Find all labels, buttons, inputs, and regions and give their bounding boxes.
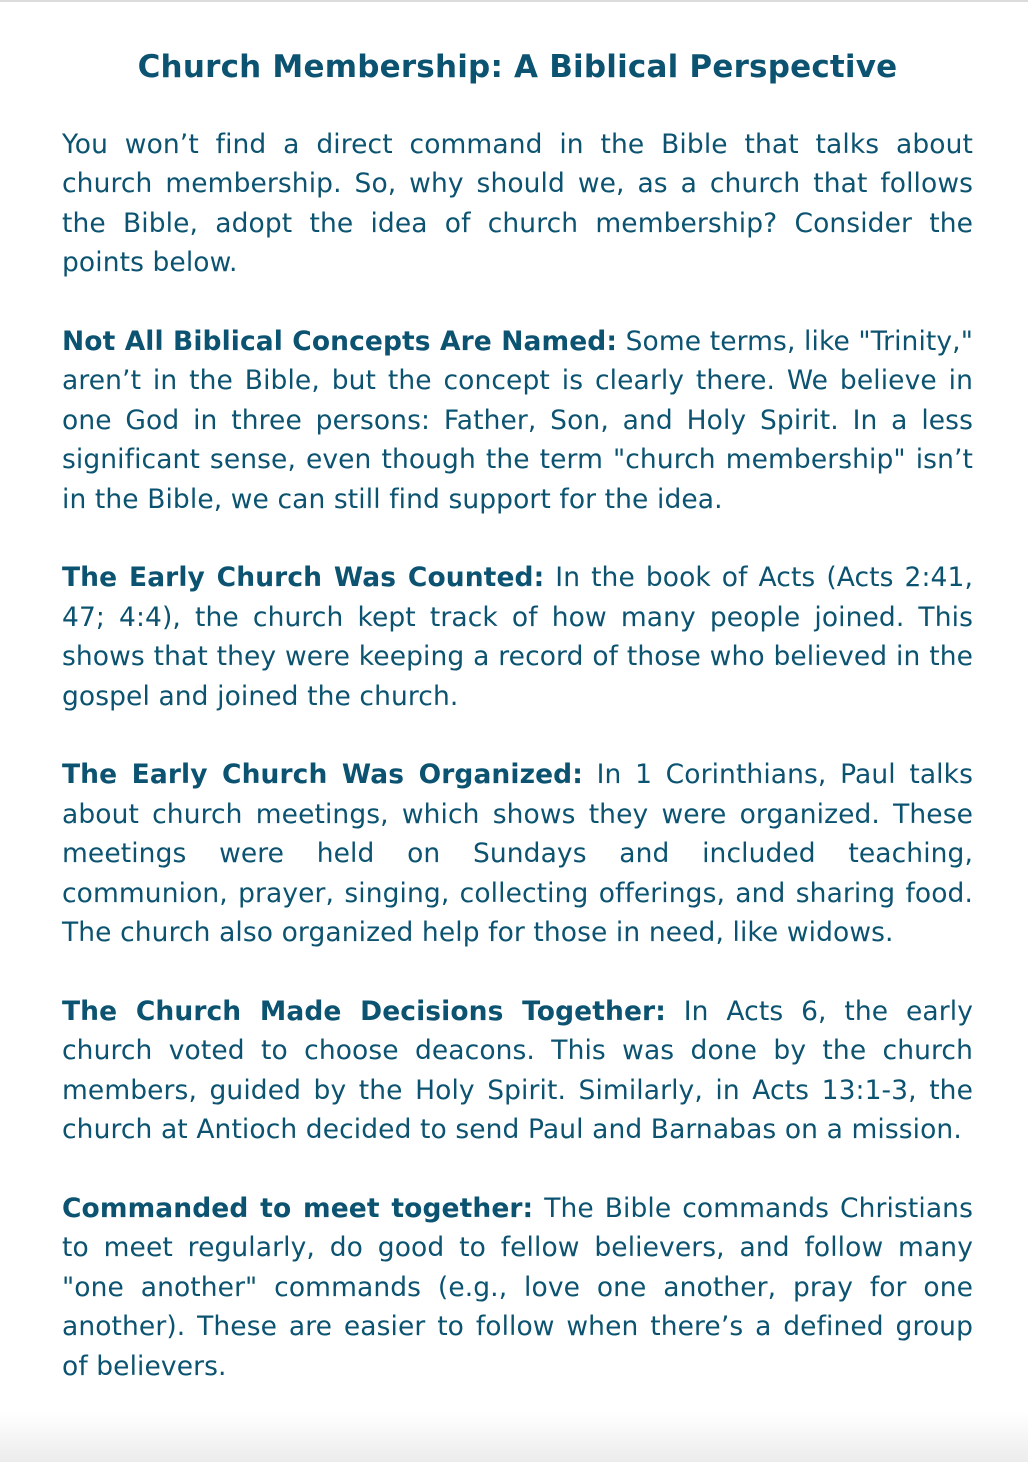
section-body: In Acts 6, the early church voted to choose deacons. This was done by the church members, guided by the Holy Spirit. Similarly, in Acts 13:1-3, the church at Antioch decided to send Paul and Barnabas on a mission. xyxy=(62,995,973,1146)
section-early-church-counted xyxy=(62,558,973,716)
section-early-church-organized xyxy=(62,755,973,952)
section-heading: Not All Biblical Concepts Are Named: xyxy=(62,326,618,358)
section-commanded-to-meet xyxy=(62,1189,973,1386)
section-not-all-concepts-named xyxy=(62,322,973,519)
top-divider xyxy=(0,0,1028,2)
section-body: Some terms, like "Trinity," aren’t in the Bible, but the concept is clearly there. We believe in one God in three persons: Father, Son, and Holy Spirit. In a less significant sense, even though the term "church membership" isn’t in the Bible, we can still find support for the idea. xyxy=(62,326,973,515)
document-page xyxy=(62,44,973,1386)
page-title: Church Membership: A Biblical Perspective xyxy=(137,49,898,85)
section-body: In 1 Corinthians, Paul talks about church meetings, which shows they were organized. These meetings were held on Sundays and included teaching, communion, prayer, singing, collecting offerings, and sharing food. The church also organized help for those in need, like widows. xyxy=(62,759,973,949)
section-heading: The Early Church Was Organized: xyxy=(62,759,583,791)
section-decisions-together xyxy=(62,992,973,1150)
intro-paragraph: You won’t find a direct command in the Bible that talks about church membership. So, why should we, as a church that follows the Bible, adopt the idea of church membership? Consider the points below. xyxy=(62,129,973,279)
section-body: In the book of Acts (Acts 2:41, 47; 4:4), the church kept track of how many people joined. This shows that they were keeping a record of those who believed in the gospel and joined the church. xyxy=(62,562,973,712)
section-heading: Commanded to meet together: xyxy=(62,1192,534,1224)
section-body: The Bible commands Christians to meet regularly, do good to fellow believers, and follow many "one another" commands (e.g., love one another, pray for one another). These are easier to follow when there’s a defined group of believers. xyxy=(62,1192,973,1382)
section-heading: The Early Church Was Counted: xyxy=(62,562,545,594)
section-heading: The Church Made Decisions Together: xyxy=(62,995,666,1027)
bottom-shadow xyxy=(0,1412,1028,1462)
